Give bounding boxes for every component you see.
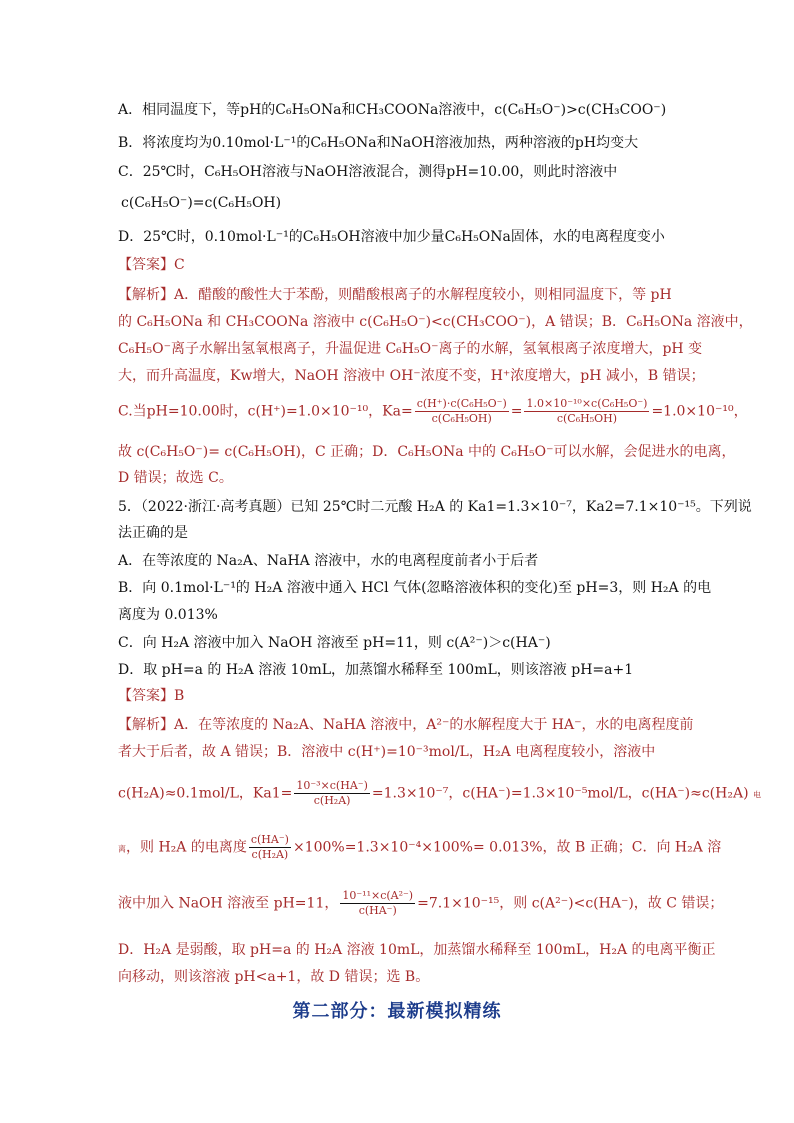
q5-explanation-line7: 向移动，则该溶液 pH<a+1，故 D 错误；选 B。: [118, 969, 430, 985]
q4-option-c-line1: C．25℃时，C₆H₅OH溶液与NaOH溶液混合，测得pH=10.00，则此时溶液中: [118, 164, 618, 180]
q5-option-a: A．在等浓度的 Na₂A、NaHA 溶液中，水的电离程度前者小于后者: [118, 553, 539, 569]
q5-option-b-line2: 离度为 0.013%: [118, 607, 218, 623]
ka1-fraction-denominator: c(H₂A): [313, 794, 351, 807]
q5-exp4-prefix: ，则 H₂A 的电离度: [126, 839, 247, 856]
q5-exp3-suffix: =1.3×10⁻⁷，c(HA⁻)=1.3×10⁻⁵mol/L，c(HA⁻)≈c(H₂A): [371, 785, 749, 802]
ka-fraction-2-numerator: 1.0×10⁻¹⁰×c(C₆H₅O⁻): [526, 397, 648, 410]
q4-exp5-suffix: =1.0×10⁻¹⁰，: [651, 403, 748, 420]
section-title: 第二部分：最新模拟精练: [292, 1001, 502, 1022]
q5-explanation-line5: [118, 889, 723, 918]
ionization-fraction: [249, 833, 291, 862]
q5-exp3-prefix: c(H₂A)≈0.1mol/L，Ka1=: [118, 785, 293, 802]
q4-explanation-line1: 【解析】A．醋酸的酸性大于苯酚，则醋酸根离子的水解程度较小，则相同温度下，等 pH: [118, 287, 672, 303]
q5-explanation-line1: 【解析】A．在等浓度的 Na₂A、NaHA 溶液中，A²⁻的水解程度大于 HA⁻，水的电离程度前: [118, 717, 694, 733]
q5-stem-line1: 5．（2022·浙江·高考真题）已知 25℃时二元酸 H₂A 的 Ka1=1.3×10⁻⁷，Ka2=7.1×10⁻¹⁵。下列说: [118, 499, 752, 515]
ionization-fraction-numerator: c(HA⁻): [250, 833, 289, 846]
ka-fraction-1-denominator: c(C₆H₅OH): [431, 412, 492, 425]
q4-option-b: B．将浓度均为0.10mol·L⁻¹的C₆H₅ONa和NaOH溶液加热，两种溶液的pH均变大: [118, 135, 639, 151]
q4-answer: 【答案】C: [118, 257, 185, 273]
q4-explanation-line6: 故 c(C₆H₅O⁻)= c(C₆H₅OH)，C 正确；D．C₆H₅ONa 中的 C₆H₅O⁻可以水解，会促进水的电离，: [118, 444, 736, 460]
ka2-fraction-numerator: 10⁻¹¹×c(A²⁻): [342, 889, 414, 902]
q5-exp5-suffix: =7.1×10⁻¹⁵，则 c(A²⁻)<c(HA⁻)，故 C 错误；: [417, 895, 724, 912]
q4-explanation-line2: 的 C₆H₅ONa 和 CH₃COONa 溶液中 c(C₆H₅O⁻)<c(CH₃COO⁻)，A 错误；B．C₆H₅ONa 溶液中，: [118, 314, 753, 330]
q5-explanation-line6: D．H₂A 是弱酸，取 pH=a 的 H₂A 溶液 10mL，加蒸馏水稀释至 100mL，H₂A 的电离平衡正: [118, 942, 716, 958]
ka1-fraction-numerator: 10⁻³×c(HA⁻): [296, 779, 368, 792]
ka2-fraction: [340, 889, 415, 918]
q4-explanation-line7: D 错误；故选 C。: [118, 470, 233, 486]
q5-exp5-prefix: 液中加入 NaOH 溶液至 pH=11，: [118, 895, 339, 912]
q4-explanation-line3: C₆H₅O⁻离子水解出氢氧根离子，升温促进 C₆H₅O⁻离子的水解，氢氧根离子浓度增大，pH 变: [118, 341, 703, 357]
q5-exp4-suffix: ×100%=1.3×10⁻⁴×100%= 0.013%，故 B 正确；C．向 H₂A 溶: [292, 839, 722, 856]
q4-explanation-line4: 大，而升高温度，Kw增大，NaOH 溶液中 OH⁻浓度不变，H⁺浓度增大，pH 减小，B 错误；: [118, 368, 705, 384]
ionization-fraction-denominator: c(H₂A): [251, 848, 289, 861]
q5-exp3-tiny-char: 电: [752, 790, 761, 800]
ka-fraction-2: [524, 397, 649, 426]
ka1-fraction: [294, 779, 370, 808]
q4-option-c-line2: c(C₆H₅O⁻)=c(C₆H₅OH): [121, 195, 282, 211]
q4-explanation-line5: C.当pH=10.00时，c(H⁺)=1.0×10⁻¹⁰，Ka= $\frac{\text{c(H⁺)·c(C₆H₅O⁻)}}{\text{c(C₆H₅OH)}}$ = $\frac{\text{1.0×10⁻¹⁰×c(C₆H₅O⁻)}}{\text{c(C₆H₅OH)}}$ =1.0×10⁻¹⁰，: [118, 397, 748, 425]
q5-option-c: C．向 H₂A 溶液中加入 NaOH 溶液至 pH=11，则 c(A²⁻)＞c(HA⁻): [118, 635, 551, 651]
q4-option-d: D．25℃时，0.10mol·L⁻¹的C₆H₅OH溶液中加少量C₆H₅ONa固体，水的电离程度变小: [118, 229, 665, 245]
q5-explanation-line4: [118, 833, 721, 862]
q4-option-a: A．相同温度下，等pH的C₆H₅ONa和CH₃COONa溶液中，c(C₆H₅O⁻)>c(CH₃COO⁻): [118, 102, 667, 118]
ka-fraction-1-numerator: c(H⁺)·c(C₆H₅O⁻): [416, 397, 507, 410]
q5-answer: 【答案】B: [118, 688, 185, 704]
ka2-fraction-denominator: c(HA⁻): [358, 904, 397, 917]
ka-fraction-1: [415, 397, 509, 426]
q5-exp4-tiny-char: 离: [118, 844, 126, 854]
q5-explanation-line2: 者大于后者，故 A 错误；B．溶液中 c(H⁺)=10⁻³mol/L，H₂A 电离程度较小，溶液中: [118, 744, 656, 760]
q5-stem-line2: 法正确的是: [118, 525, 188, 541]
q5-option-d: D．取 pH=a 的 H₂A 溶液 10mL，加蒸馏水稀释至 100mL，则该溶液 pH=a+1: [118, 662, 634, 678]
q5-option-b-line1: B．向 0.1mol·L⁻¹的 H₂A 溶液中通入 HCl 气体(忽略溶液体积的变化)至 pH=3，则 H₂A 的电: [118, 580, 712, 596]
ka-fraction-2-denominator: c(C₆H₅OH): [556, 412, 618, 425]
q4-exp5-prefix: C.当pH=10.00时，c(H⁺)=1.0×10⁻¹⁰，Ka=: [118, 403, 413, 420]
q5-explanation-line3: [118, 779, 761, 808]
